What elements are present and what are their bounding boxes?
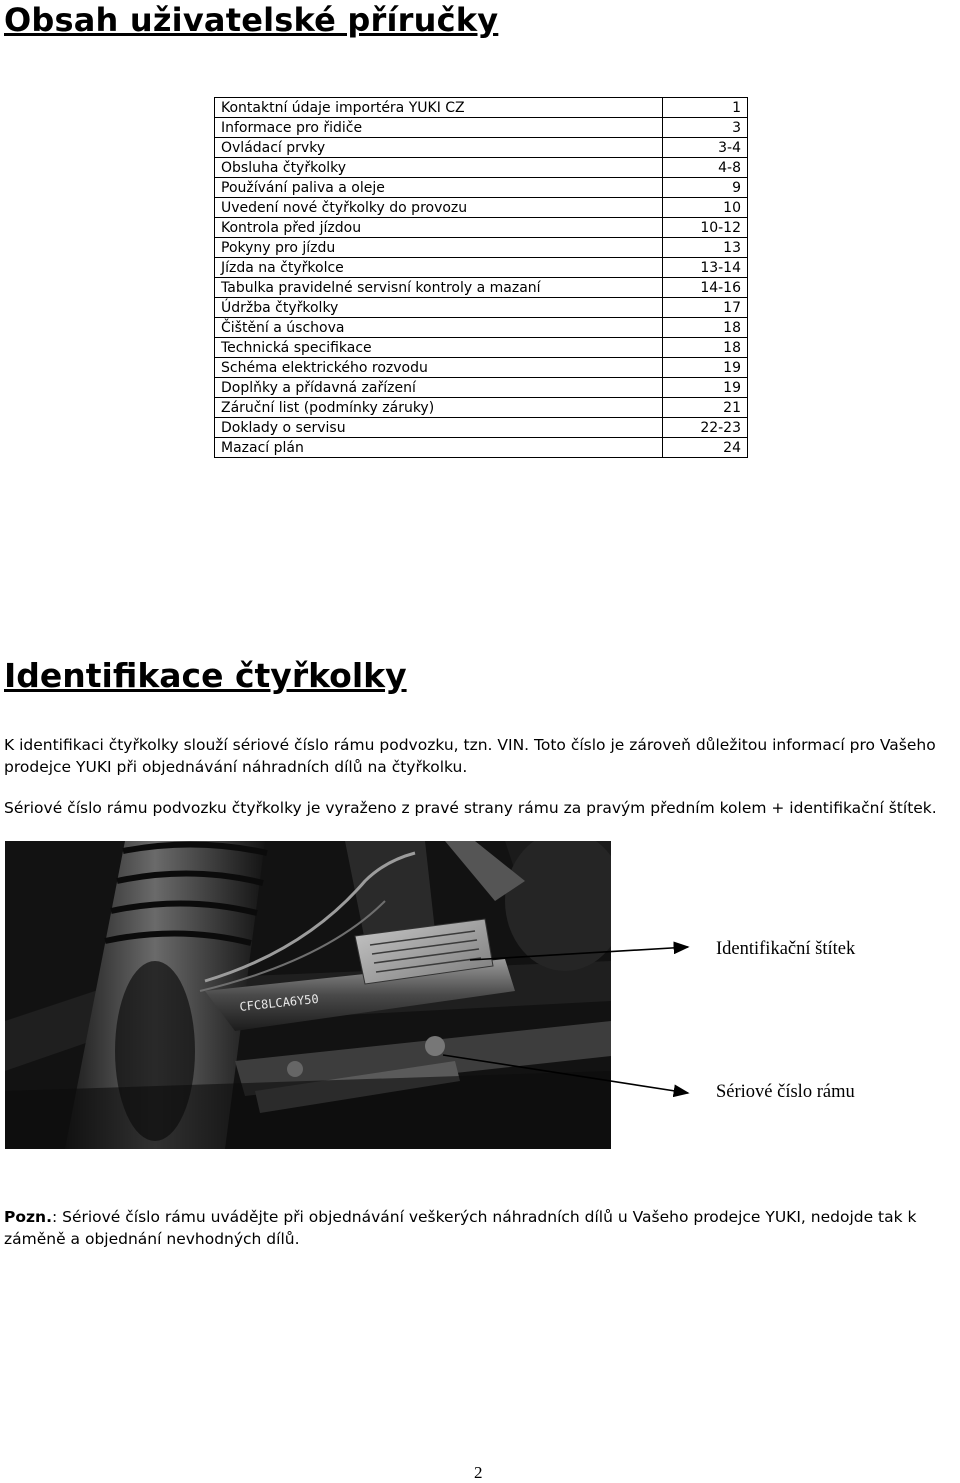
toc-entry-label: Ovládací prvky	[215, 138, 663, 158]
toc-row	[215, 438, 748, 458]
toc-row	[215, 158, 748, 178]
toc-row	[215, 198, 748, 218]
toc-entry-page: 13	[663, 238, 748, 258]
toc-entry-label: Používání paliva a oleje	[215, 178, 663, 198]
toc-entry-label: Doklady o servisu	[215, 418, 663, 438]
toc-entry-page: 19	[663, 378, 748, 398]
toc-entry-page: 18	[663, 338, 748, 358]
toc-row	[215, 358, 748, 378]
frame-photo-illustration	[5, 841, 611, 1149]
callout-serial-number: Sériové číslo rámu	[716, 1082, 855, 1102]
identification-paragraph-2: Sériové číslo rámu podvozku čtyřkolky je vyraženo z pravé strany rámu za pravým předním kolem + identifikační štítek.	[4, 799, 937, 817]
toc-row	[215, 118, 748, 138]
toc-row	[215, 98, 748, 118]
toc-entry-page: 18	[663, 318, 748, 338]
toc-entry-label: Kontrola před jízdou	[215, 218, 663, 238]
toc-entry-page: 10	[663, 198, 748, 218]
toc-entry-label: Kontaktní údaje importéra YUKI CZ	[215, 98, 663, 118]
toc-entry-label: Tabulka pravidelné servisní kontroly a mazaní	[215, 278, 663, 298]
toc-entry-label: Schéma elektrického rozvodu	[215, 358, 663, 378]
toc-entry-label: Doplňky a přídavná zařízení	[215, 378, 663, 398]
toc-entry-page: 1	[663, 98, 748, 118]
vin-stamp-text: CFC8LCA6Y50	[238, 991, 320, 1014]
toc-entry-page: 4-8	[663, 158, 748, 178]
toc-entry-label: Informace pro řidiče	[215, 118, 663, 138]
toc-body	[215, 98, 748, 458]
toc-entry-page: 3-4	[663, 138, 748, 158]
toc-row	[215, 398, 748, 418]
toc-row	[215, 298, 748, 318]
toc-entry-page: 3	[663, 118, 748, 138]
identification-paragraph-1: K identifikaci čtyřkolky slouží sériové číslo rámu podvozku, tzn. VIN. Toto číslo je zároveň důležitou informací pro Vašeho prodejce YUKI při objednávání náhradních dílů na čtyřkolku.	[4, 736, 936, 776]
toc-row	[215, 258, 748, 278]
toc-entry-page: 24	[663, 438, 748, 458]
toc-entry-label: Jízda na čtyřkolce	[215, 258, 663, 278]
toc-entry-page: 13-14	[663, 258, 748, 278]
toc-entry-page: 10-12	[663, 218, 748, 238]
toc-entry-page: 14-16	[663, 278, 748, 298]
toc-entry-label: Čištění a úschova	[215, 318, 663, 338]
toc-entry-label: Technická specifikace	[215, 338, 663, 358]
toc-row	[215, 278, 748, 298]
toc-row	[215, 378, 748, 398]
section-title-identification: Identifikace čtyřkolky	[4, 656, 407, 695]
note-text: : Sériové číslo rámu uvádějte při objednávání veškerých náhradních dílů u Vašeho prodejce YUKI, nedojde tak k záměně a objednání nevhodných dílů.	[4, 1208, 917, 1248]
toc-entry-label: Mazací plán	[215, 438, 663, 458]
toc-row	[215, 178, 748, 198]
toc-row	[215, 238, 748, 258]
page-title: Obsah uživatelské příručky	[4, 1, 499, 39]
callout-identification-plate: Identifikační štítek	[716, 939, 856, 959]
toc-row	[215, 318, 748, 338]
toc-entry-page: 17	[663, 298, 748, 318]
toc-entry-page: 9	[663, 178, 748, 198]
toc-row	[215, 418, 748, 438]
toc-row	[215, 338, 748, 358]
toc-entry-label: Uvedení nové čtyřkolky do provozu	[215, 198, 663, 218]
table-of-contents	[214, 97, 748, 458]
toc-entry-page: 22-23	[663, 418, 748, 438]
note	[4, 1206, 960, 1250]
toc-entry-label: Obsluha čtyřkolky	[215, 158, 663, 178]
toc-row	[215, 218, 748, 238]
toc-entry-label: Údržba čtyřkolky	[215, 298, 663, 318]
toc-entry-label: Pokyny pro jízdu	[215, 238, 663, 258]
toc-entry-label: Záruční list (podmínky záruky)	[215, 398, 663, 418]
note-label: Pozn.	[4, 1208, 52, 1226]
toc-entry-page: 19	[663, 358, 748, 378]
toc-row	[215, 138, 748, 158]
page-number: 2	[474, 1463, 483, 1482]
toc-entry-page: 21	[663, 398, 748, 418]
frame-photo	[5, 841, 611, 1149]
